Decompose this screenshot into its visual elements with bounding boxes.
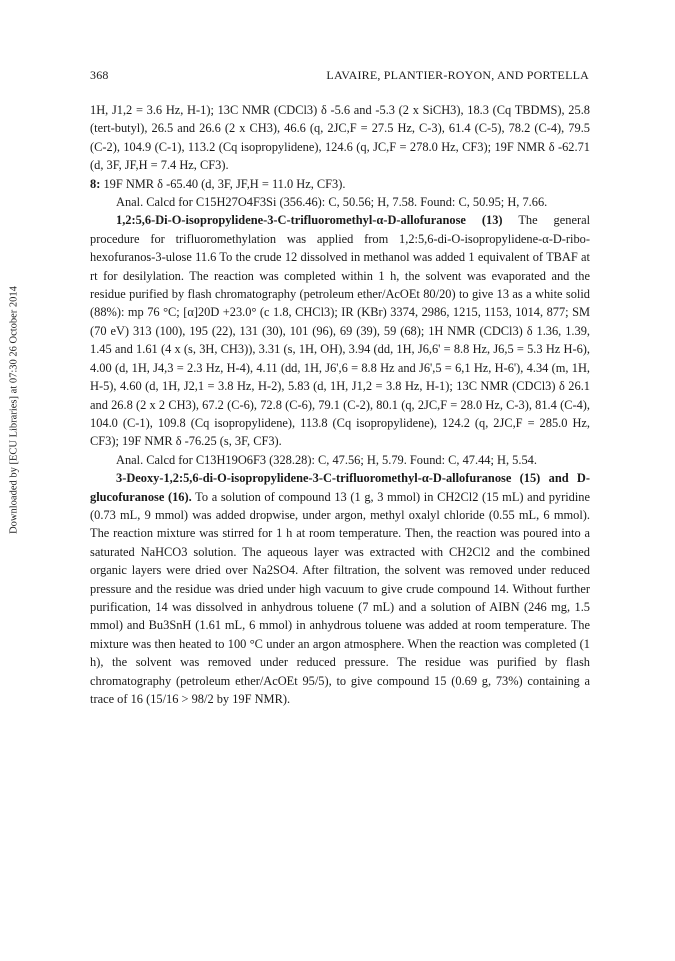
page-header [90, 68, 589, 83]
article-body [90, 101, 590, 708]
paragraph-nmr-data: 1H, J1,2 = 3.6 Hz, H-1); 13C NMR (CDCl3) δ -5.6 and -5.3 (2 x SiCH3), 18.3 (Cq TBDMS), 25.8 (tert-butyl), 26.5 and 26.6 (2 x CH3), 46.6 (q, 2JC,F = 27.5 Hz, C-3), 61.4 (C-5), 78.2 (C-4), 79.5 (C-2), 104.9 (C-1), 113.2 (Cq isopropylidene), 124.6 (q, JC,F = 278.0 Hz, CF3); 19F NMR δ -62.71 (d, 3F, JF,H = 7.4 Hz, CF3). [90, 103, 590, 173]
running-title: LAVAIRE, PLANTIER-ROYON, AND PORTELLA [326, 68, 589, 82]
download-watermark [4, 200, 24, 620]
download-note: Downloaded by [ECU Libraries] at 07:30 26 October 2014 [8, 286, 20, 534]
compound-8-nmr: 19F NMR δ -65.40 (d, 3F, JF,H = 11.0 Hz, CF3). [103, 176, 346, 191]
paragraph-analysis-1: Anal. Calcd for C15H27O4F3Si (356.46): C, 50.56; H, 7.58. Found: C, 50.95; H, 7.66. [116, 195, 548, 210]
compound-15-procedure: To a solution of compound 13 (1 g, 3 mmol) in CH2Cl2 (15 mL) and pyridine (0.73 mL, 9 mmol) was added dropwise, under argon, methyl oxalyl chloride (0.55 mL, 6 mmol). The reaction mixture was stirred for 1 h at room temperature. Then, the reaction was poured into a saturated NaHCO3 solution. The aqueous layer was extracted with CH2Cl2 and the combined organic layers were dried over Na2SO4. After filtration, the solvent was removed under reduced pressure and the residue was dried under high vacuum to give crude compound 14. Without further purification, 14 was dissolved in anhydrous toluene (7 mL) and a solution of AIBN (246 mg, 1.5 mmol) and Bu3SnH (1.61 mL, 6 mmol) in anhydrous toluene was added at room temperature. The mixture was then heated to 100 °C under an argon atmosphere. When the reaction was completed (1 h), the solvent was removed under reduced pressure. The residue was purified by flash chromatography (petroleum ether/AcOEt 95/5), to give compound 15 (0.69 g, 73%) containing a trace of 16 (15/16 > 98/2 by 19F NMR). [90, 489, 590, 706]
compound-15-title: 3-Deoxy-1,2:5,6-di-O-isopropylidene-3-C-trifluoromethyl-α-D-allofuranose (15) and D-glucofuranose (16). [90, 471, 590, 504]
page-number: 368 [90, 68, 109, 82]
paragraph-compound-15 [90, 469, 590, 708]
paragraph-analysis-2: Anal. Calcd for C13H19O6F3 (328.28): C, 47.56; H, 5.79. Found: C, 47.44; H, 5.54. [116, 452, 537, 467]
paragraph-compound-13 [90, 211, 590, 450]
compound-13-procedure: The general procedure for trifluoromethylation was applied from 1,2:5,6-di-O-isopropylidene-α-D-ribo-hexofuranos-3-ulose 11.6 To the crude 12 dissolved in methanol was added 1 equivalent of TBAF at rt for desilylation. The reaction was completed within 1 h, the solvent was evaporated and the residue purified by flash chromatography (petroleum ether/AcOEt 80/20) to give 13 as a white solid (88%): mp 76 °C; [α]20D +23.0° (c 1.8, CHCl3); IR (KBr) 3374, 2986, 1215, 1153, 1014, 877; SM (70 eV) 313 (100), 195 (22), 131 (30), 101 (96), 69 (39), 59 (68); 1H NMR (CDCl3) δ 1.36, 1.39, 1.45 and 1.61 (4 x (s, 3H, CH3)), 3.31 (s, 1H, OH), 3.94 (dd, 1H, J6,6' = 8.8 Hz, J6,5 = 5.3 Hz H-6), 4.00 (d, 1H, J4,3 = 2.3 Hz, H-4), 4.11 (dd, 1H, J6',6 = 8.8 Hz and J6',5 = 6,1 Hz, H-6'), 4.34 (m, 1H, H-5), 4.60 (d, 1H, J2,1 = 3.8 Hz, H-2), 5.83 (d, 1H, J1,2 = 3.8 Hz, H-1); 13C NMR (CDCl3) δ 26.1 and 26.8 (2 x 2 CH3), 67.2 (C-6), 72.8 (C-6), 79.1 (C-2), 80.1 (q, 2JC,F = 28.0 Hz, C-3), 81.4 (C-4), 104.0 (C-1), 109.8 (Cq isopropylidene), 113.8 (Cq isopropylidene), 124.2 (q, 2JC,F = 285.0 Hz, CF3); 19F NMR δ -76.25 (s, 3F, CF3). [90, 213, 591, 449]
compound-13-title: 1,2:5,6-Di-O-isopropylidene-3-C-trifluoromethyl-α-D-allofuranose (13) [116, 213, 503, 228]
compound-8-label: 8: [90, 176, 101, 191]
paragraph-compound-8 [90, 175, 590, 193]
